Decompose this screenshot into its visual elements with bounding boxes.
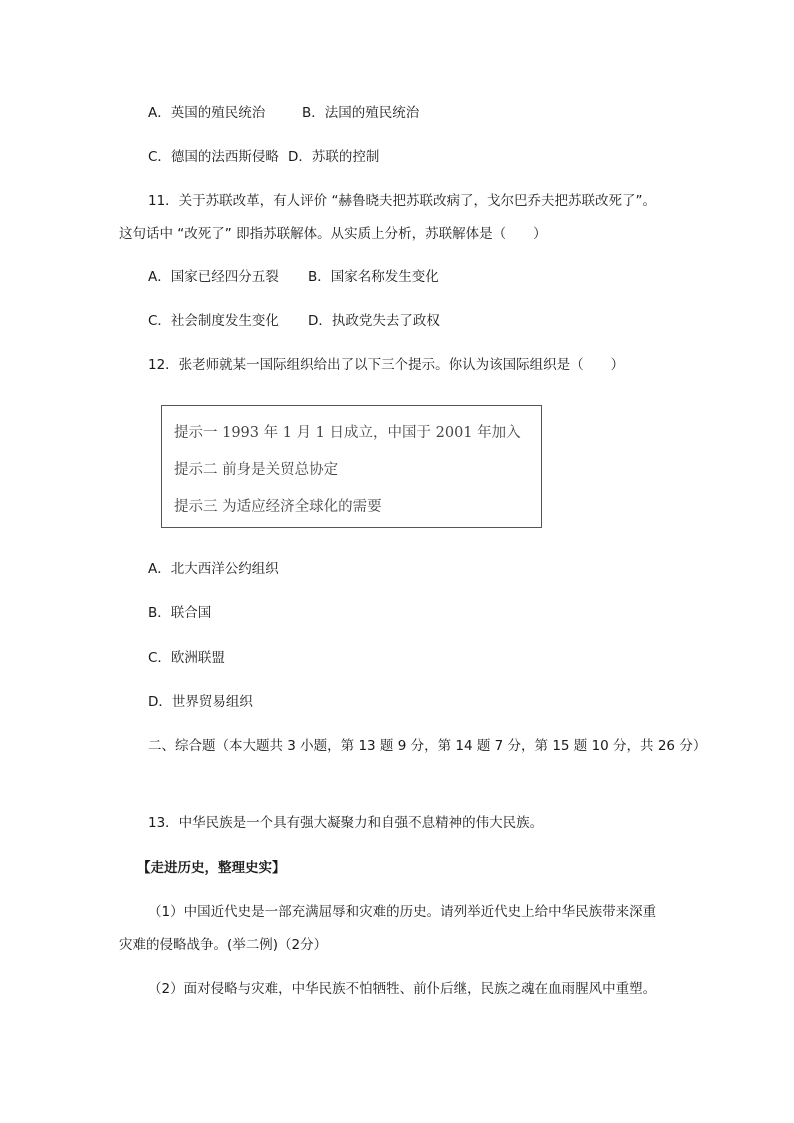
q10-option-d: D．苏联的控制	[288, 149, 380, 165]
q11-option-c: C．社会制度发生变化	[148, 313, 279, 329]
q11-option-d: D．执政党失去了政权	[308, 313, 440, 329]
section-2-heading: 二、综合题（本大题共 3 小题，第 13 题 9 分，第 14 题 7 分，第 15 题 10 分，共 26 分）	[148, 738, 707, 754]
q13-subheading: 【走进历史，整理史实】	[137, 860, 286, 876]
q11-stem-line-2: 这句话中 “改死了” 即指苏联解体。从实质上分析，苏联解体是（ ）	[119, 226, 547, 242]
q10-options-row-2	[148, 147, 379, 167]
q12-option-d: D．世界贸易组织	[148, 694, 253, 710]
q11-stem-line-1: 11．关于苏联改革，有人评价 “赫鲁晓夫把苏联改病了，戈尔巴乔夫把苏联改死了”。	[148, 193, 656, 209]
q10-options-row-1	[148, 103, 419, 123]
q12-stem: 12．张老师就某一国际组织给出了以下三个提示。你认为该国际组织是（ ）	[148, 357, 625, 373]
q11-option-b: B．国家名称发生变化	[308, 269, 439, 285]
q13-part2-line-1: （2）面对侵略与灾难，中华民族不怕牺牲、前仆后继，民族之魂在血雨腥风中重塑。	[148, 981, 657, 997]
q12-hint-2: 提示二 前身是关贸总协定	[174, 462, 339, 478]
q12-hint-box	[161, 405, 542, 528]
q13-stem: 13．中华民族是一个具有强大凝聚力和自强不息精神的伟大民族。	[148, 815, 544, 831]
q10-option-c: C．德国的法西斯侵略	[148, 149, 279, 165]
q10-option-a: A．英国的殖民统治	[148, 105, 266, 121]
q12-option-c: C．欧洲联盟	[148, 650, 225, 666]
q13-part1-line-2: 灾难的侵略战争。(举二例)（2分）	[119, 937, 328, 953]
q12-hint-3: 提示三 为适应经济全球化的需要	[174, 499, 382, 515]
q12-option-a: A．北大西洋公约组织	[148, 561, 279, 577]
q11-option-a: A．国家已经四分五裂	[148, 269, 279, 285]
q10-option-b: B．法国的殖民统治	[302, 105, 420, 121]
q12-option-b: B．联合国	[148, 605, 212, 621]
q11-options-row-1	[148, 267, 439, 287]
q11-options-row-2	[148, 311, 440, 331]
q12-hint-1: 提示一 1993 年 1 月 1 日成立，中国于 2001 年加入	[174, 425, 521, 441]
q13-part1-line-1: （1）中国近代史是一部充满屈辱和灾难的历史。请列举近代史上给中华民族带来深重	[148, 904, 657, 920]
